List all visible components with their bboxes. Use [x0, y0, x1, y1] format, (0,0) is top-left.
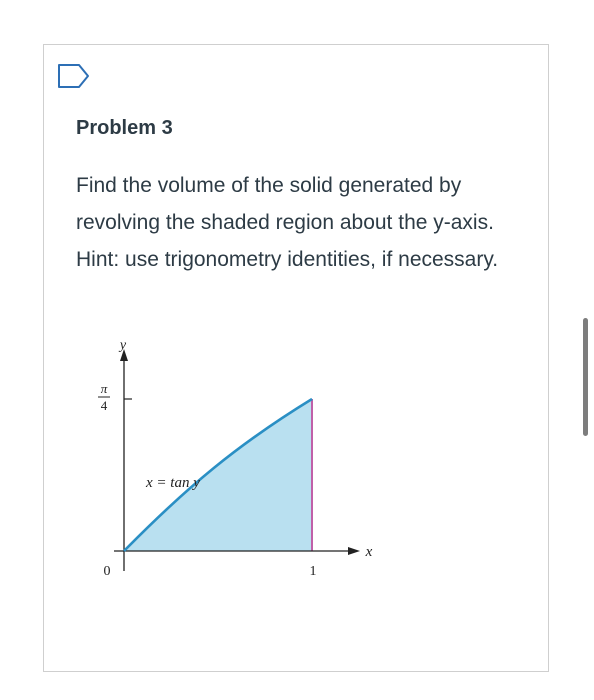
problem-card [43, 44, 549, 672]
curve-label: x = tan y [146, 475, 200, 491]
y-tick-denominator: 4 [100, 398, 108, 413]
origin-label: 0 [103, 564, 111, 579]
y-tick-numerator: π [100, 381, 108, 396]
bookmark-flag-icon[interactable] [57, 63, 91, 89]
region-figure [82, 337, 402, 587]
problem-text: Find the volume of the solid generated by revolving the shaded region about the y-axis. Hint: use trigonometry identities, if necessary. [76, 174, 499, 271]
x-axis-arrow [348, 547, 360, 555]
x-axis-label: x [365, 544, 373, 560]
y-axis-label: y [119, 338, 127, 353]
problem-title: Problem 3 [76, 117, 173, 139]
x-tick-label: 1 [309, 564, 317, 579]
scrollbar-thumb[interactable] [583, 318, 588, 436]
